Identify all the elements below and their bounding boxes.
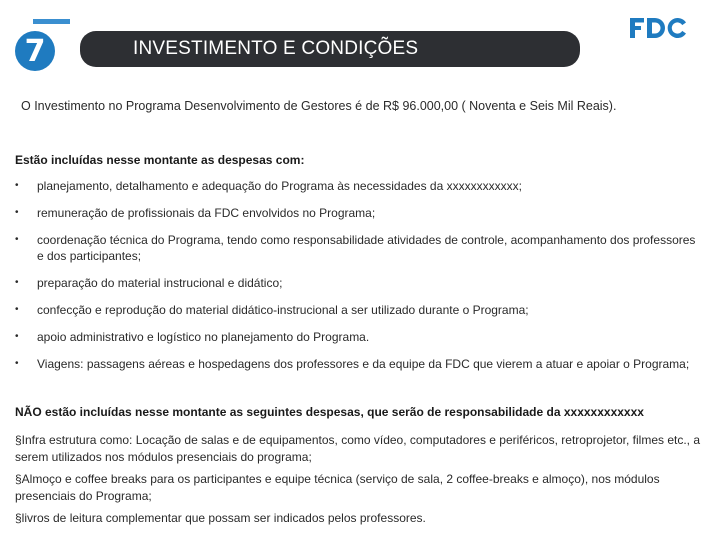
bullet-icon: • <box>15 207 19 218</box>
badge-accent-bar <box>33 19 70 24</box>
included-list <box>15 178 705 372</box>
investment-intro: O Investimento no Programa Desenvolvimento de Gestores é de R$ 96.000,00 ( Noventa e Seis Mil Reais). <box>21 99 617 113</box>
list-item: • planejamento, detalhamento e adequação do Programa às necessidades da xxxxxxxxxxxx; <box>15 179 522 193</box>
list-item: • coordenação técnica do Programa, tendo como responsabilidade atividades de controle, acompanhamento dos professores e dos participantes; <box>15 233 696 263</box>
bullet-icon: • <box>15 331 19 342</box>
list-item: • preparação do material instrucional e didático; <box>15 276 283 290</box>
bullet-icon: • <box>15 180 19 191</box>
fdc-logo <box>630 15 688 41</box>
list-item: §Infra estrutura como: Locação de salas e de equipamentos, como vídeo, computadores e periféricos, retroprojetor, filmes etc., a serem utilizados nos módulos presenciais do programa; <box>15 433 701 464</box>
included-heading: Estão incluídas nesse montante as despesas com: <box>15 153 305 167</box>
list-item: • confecção e reprodução do material didático-instrucional a ser utilizado durante o Programa; <box>15 303 529 317</box>
slide-title: INVESTIMENTO E CONDIÇÕES <box>80 31 580 67</box>
list-item: • apoio administrativo e logístico no planejamento do Programa. <box>15 330 370 344</box>
list-item: §Almoço e coffee breaks para os participantes e equipe técnica (serviço de sala, 2 coffee-breaks e almoço), nos módulos presenciais do Programa; <box>15 472 660 503</box>
excluded-list <box>15 432 710 532</box>
bullet-icon: • <box>15 358 19 369</box>
list-item: • Viagens: passagens aéreas e hospedagens dos professores e da equipe da FDC que vierem a atuar e apoiar o Programa; <box>15 357 690 371</box>
slide-number-badge: 7 <box>15 31 55 71</box>
list-item: • remuneração de profissionais da FDC envolvidos no Programa; <box>15 206 376 220</box>
bullet-icon: • <box>15 277 19 288</box>
list-item: §livros de leitura complementar que possam ser indicados pelos professores. <box>15 511 426 525</box>
bullet-icon: • <box>15 234 19 245</box>
excluded-heading: NÃO estão incluídas nesse montante as seguintes despesas, que serão de responsabilidade da xxxxxxxxxxxx <box>15 405 644 419</box>
bullet-icon: • <box>15 304 19 315</box>
